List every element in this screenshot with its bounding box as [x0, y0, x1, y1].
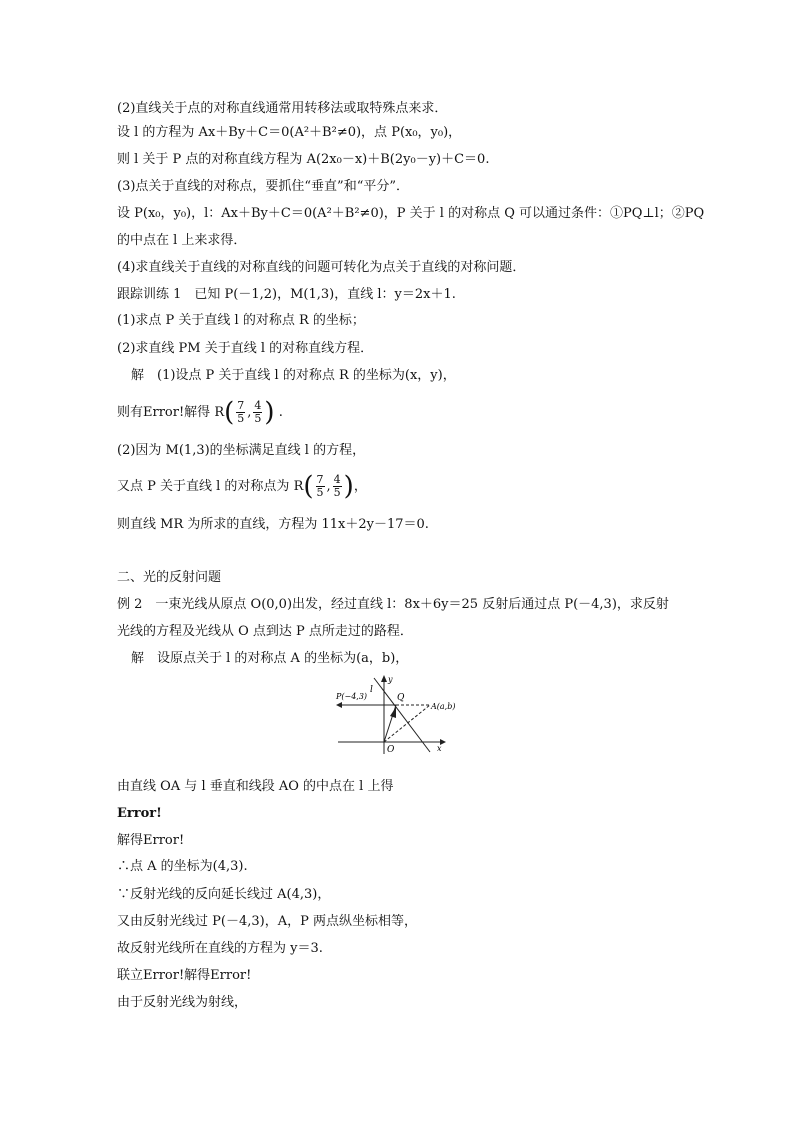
example-heading: 例 2 一束光线从原点 O(0,0)出发，经过直线 l：8x＋6y＝25 反射后通过点 P(－4,3)，求反射	[117, 597, 669, 612]
fraction-denominator: 5	[333, 486, 341, 499]
paragraph: ∴点 A 的坐标为(4,3).	[117, 859, 248, 874]
fraction	[316, 474, 325, 499]
fraction	[236, 400, 245, 425]
paragraph: (4)求直线关于直线的对称直线的问题可转化为点关于直线的对称问题．	[117, 260, 526, 275]
paragraph: 则直线 MR 为所求的直线，方程为 11x＋2y－17＝0.	[117, 517, 429, 532]
paragraph: (2)直线关于点的对称直线通常用转移法或取特殊点来求．	[117, 101, 448, 116]
label-l: l	[370, 685, 373, 695]
paragraph: (1)求点 P 关于直线 l 的对称点 R 的坐标；	[117, 313, 365, 328]
paragraph: ∵反射光线的反向延长线过 A(4,3)，	[117, 887, 331, 902]
fraction-numerator: 4	[333, 473, 341, 486]
paragraph: 设 P(x₀，y₀)，l：Ax＋By＋C＝0(A²＋B²≠0)，P 关于 l 的对称点 Q 可以通过条件：①PQ⊥l；②PQ	[117, 206, 705, 221]
label-a: A(a,b)	[431, 702, 456, 711]
label-x: x	[437, 744, 442, 753]
reflected-arrow	[336, 702, 342, 708]
period: .	[278, 405, 283, 420]
dashed-oa	[384, 705, 430, 742]
paragraph: 的中点在 l 上来求得．	[117, 233, 247, 248]
fraction-denominator: 5	[254, 412, 262, 425]
left-paren: (	[303, 471, 314, 502]
paragraph-text: 又点 P 关于直线 l 的对称点为 R	[117, 479, 304, 494]
fraction-denominator: 5	[316, 486, 324, 499]
y-axis-arrow	[381, 675, 387, 682]
right-paren: )	[264, 397, 275, 428]
paragraph: 解得Error!	[117, 833, 185, 848]
paragraph: 联立Error!解得Error!	[117, 968, 252, 983]
error-text: Error!	[117, 806, 162, 821]
left-paren: (	[224, 397, 235, 428]
label-p: P(−4,3)	[336, 692, 368, 701]
paragraph: 由于反射光线为射线，	[117, 995, 248, 1010]
fraction-denominator: 5	[237, 412, 245, 425]
fraction	[333, 474, 342, 499]
paragraph-with-fraction: 又点 P 关于直线 l 的对称点为 R( $\frac{7}{5}$ , $\frac{4}{5}$ )，	[117, 471, 367, 502]
fraction	[253, 400, 262, 425]
paragraph: (2)求直线 PM 关于直线 l 的对称直线方程．	[117, 341, 374, 356]
fraction-numerator: 7	[316, 473, 324, 486]
paragraph: (2)因为 M(1,3)的坐标满足直线 l 的方程，	[117, 443, 366, 458]
line-l	[374, 678, 430, 752]
solution-text: 则有Error!解得	[117, 405, 211, 420]
incident-arrow	[390, 707, 396, 718]
comma: ，	[353, 479, 367, 494]
paragraph: 故反射光线所在直线的方程为 y＝3.	[117, 941, 323, 956]
paragraph: 由直线 OA 与 l 垂直和线段 AO 的中点在 l 上得	[117, 779, 394, 794]
exercise-heading: 跟踪训练 1 已知 P(－1,2)，M(1,3)，直线 l：y＝2x＋1.	[117, 287, 456, 302]
solution-line: 解 (1)设点 P 关于直线 l 的对称点 R 的坐标为(x，y)，	[131, 368, 456, 383]
solution-line: 解 设原点关于 l 的对称点 A 的坐标为(a，b)，	[131, 651, 409, 666]
right-paren: )	[343, 471, 354, 502]
fraction-numerator: 7	[237, 399, 245, 412]
reflection-diagram	[330, 672, 460, 757]
label-y: y	[388, 675, 393, 684]
paragraph: (3)点关于直线的对称点，要抓住“垂直”和“平分”．	[117, 179, 409, 194]
solution-result-line: 则有Error!解得 R( $\frac{7}{5}$ , $\frac{4}{5}$ ) .	[117, 397, 283, 428]
paragraph: 光线的方程及光线从 O 点到达 P 点所走过的路程．	[117, 624, 413, 639]
paragraph: 则 l 关于 P 点的对称直线方程为 A(2x₀－x)＋B(2y₀－y)＋C＝0.	[117, 152, 490, 167]
paragraph: 又由反射光线过 P(－4,3)，A，P 两点纵坐标相等，	[117, 914, 417, 929]
label-o: O	[387, 745, 395, 755]
label-q: Q	[397, 693, 405, 703]
section-heading: 二、光的反射问题	[117, 570, 222, 585]
fraction-numerator: 4	[254, 399, 262, 412]
paragraph: 设 l 的方程为 Ax＋By＋C＝0(A²＋B²≠0)，点 P(x₀，y₀)，	[117, 125, 462, 140]
point-label: R	[214, 405, 225, 420]
